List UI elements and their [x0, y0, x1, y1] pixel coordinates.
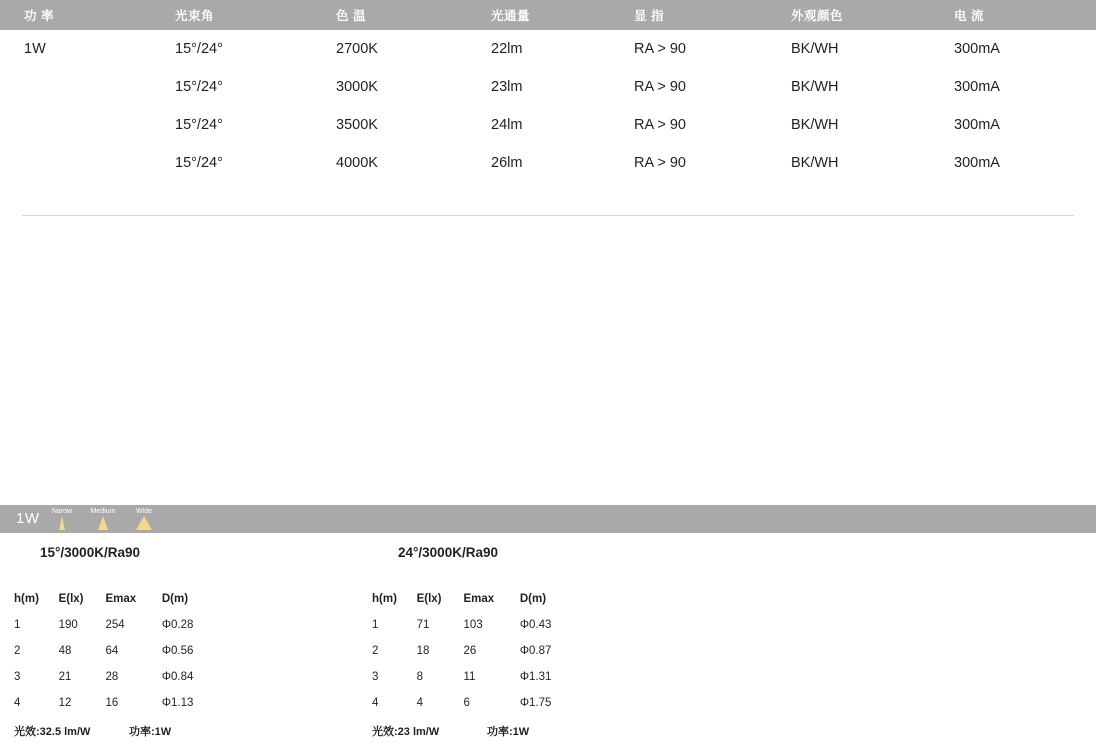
cell-height: 3: [14, 671, 21, 683]
cell-emax: 26: [463, 645, 477, 657]
photometric-table-body: [372, 619, 602, 723]
photometric-table-body: [14, 619, 244, 723]
cell-emax: 103: [463, 619, 483, 631]
column-header-power: 功 率: [24, 9, 54, 23]
photometric-footer: [372, 723, 622, 739]
column-header-diameter: D(m): [161, 593, 189, 605]
cell-height: 4: [372, 697, 379, 709]
cell-e: 21: [58, 671, 72, 683]
photometric-footer: [14, 723, 264, 739]
cell-e: 18: [416, 645, 430, 657]
cell-diameter: Φ1.31: [519, 671, 552, 683]
beam-legend-label: Medium: [90, 508, 116, 515]
photometric-table-header: [372, 593, 602, 619]
cell-e: 8: [416, 671, 423, 683]
beam-legend-label: Wide: [136, 508, 152, 515]
cell-flux: 22lm: [491, 41, 523, 57]
table-header-row: [0, 0, 1096, 30]
column-header-e: E(lx): [416, 593, 442, 605]
cell-height: 2: [14, 645, 21, 657]
column-header-beam-angle: 光束角: [175, 9, 215, 23]
narrow-beam-icon: [54, 516, 70, 530]
cell-beam: 15°/24°: [175, 79, 223, 95]
cell-color: BK/WH: [791, 41, 839, 57]
beam-legend-item-medium: [89, 508, 117, 530]
cell-current: 300mA: [954, 79, 1000, 95]
cell-diameter: Φ1.75: [519, 697, 552, 709]
cell-height: 4: [14, 697, 21, 709]
photometric-header-bar: [0, 505, 1096, 533]
column-header-luminous-flux: 光通量: [491, 9, 531, 23]
cell-e: 71: [416, 619, 430, 631]
photometric-table: [14, 593, 244, 723]
table-row: [0, 68, 1096, 106]
column-header-current: 电 流: [954, 9, 984, 23]
cell-current: 300mA: [954, 155, 1000, 171]
spec-table-header: [0, 0, 1096, 30]
power-label: 功率:1W: [129, 726, 172, 738]
cell-diameter: Φ1.13: [161, 697, 194, 709]
photometric-table: [372, 593, 602, 723]
cell-color: BK/WH: [791, 117, 839, 133]
table-row: [372, 697, 602, 723]
table-row: [14, 697, 244, 723]
cell-color: BK/WH: [791, 155, 839, 171]
cell-cri: RA > 90: [634, 79, 686, 95]
column-header-finish-color: 外观颜色: [791, 9, 844, 23]
cell-current: 300mA: [954, 117, 1000, 133]
table-row: [0, 106, 1096, 144]
cell-emax: 6: [463, 697, 470, 709]
photometric-power-label: 1W: [16, 510, 40, 527]
cell-beam: 15°/24°: [175, 117, 223, 133]
cell-power: [0, 144, 149, 182]
column-header-emax: Emax: [105, 593, 137, 605]
cell-emax: 64: [105, 645, 119, 657]
cell-e: 48: [58, 645, 72, 657]
beam-legend-label: Narow: [51, 508, 73, 515]
cell-height: 1: [14, 619, 21, 631]
section-divider: [22, 215, 1074, 216]
cell-flux: 23lm: [491, 79, 523, 95]
specification-table: [0, 0, 1096, 182]
cell-flux: 24lm: [491, 117, 523, 133]
cell-cct: 4000K: [336, 155, 378, 171]
cell-diameter: Φ0.87: [519, 645, 552, 657]
cell-height: 1: [372, 619, 379, 631]
medium-beam-icon: [95, 516, 111, 530]
photometric-title: 15°/3000K/Ra90: [40, 545, 140, 560]
cell-emax: 254: [105, 619, 125, 631]
cell-color: BK/WH: [791, 79, 839, 95]
cell-e: 190: [58, 619, 78, 631]
table-row: [0, 30, 1096, 68]
cell-height: 2: [372, 645, 379, 657]
column-header-cri: 显 指: [634, 9, 664, 23]
cell-cri: RA > 90: [634, 117, 686, 133]
photometric-table-header: [14, 593, 244, 619]
cell-cri: RA > 90: [634, 41, 686, 57]
cell-cct: 3500K: [336, 117, 378, 133]
beam-legend-item-wide: [130, 508, 158, 530]
cell-cri: RA > 90: [634, 155, 686, 171]
cell-emax: 16: [105, 697, 119, 709]
cell-power: [0, 68, 149, 106]
cell-diameter: Φ0.43: [519, 619, 552, 631]
column-header-e: E(lx): [58, 593, 84, 605]
cell-emax: 28: [105, 671, 119, 683]
table-row: [14, 619, 244, 645]
efficacy-label: 光效:23 lm/W: [372, 726, 440, 738]
table-header-row: [372, 593, 602, 619]
cell-power: [0, 106, 149, 144]
cell-cct: 3000K: [336, 79, 378, 95]
cell-e: 4: [416, 697, 423, 709]
cell-cct: 2700K: [336, 41, 378, 57]
power-label: 功率:1W: [487, 726, 530, 738]
column-header-diameter: D(m): [519, 593, 547, 605]
column-header-height: h(m): [14, 593, 39, 605]
table-row: [372, 619, 602, 645]
cell-beam: 15°/24°: [175, 41, 223, 57]
cell-diameter: Φ0.28: [161, 619, 194, 631]
column-header-emax: Emax: [463, 593, 495, 605]
cell-flux: 26lm: [491, 155, 523, 171]
cell-current: 300mA: [954, 41, 1000, 57]
photometric-title: 24°/3000K/Ra90: [398, 545, 498, 560]
spec-table-body: [0, 30, 1096, 182]
cell-beam: 15°/24°: [175, 155, 223, 171]
beam-legend-item-narrow: [48, 508, 76, 530]
cell-diameter: Φ0.56: [161, 645, 194, 657]
cell-power: 1W: [24, 41, 46, 57]
beam-legend: [48, 508, 158, 530]
photometric-block-24deg: [358, 545, 728, 739]
column-header-height: h(m): [372, 593, 397, 605]
table-header-row: [14, 593, 244, 619]
table-row: [372, 645, 602, 671]
photometric-block-15deg: [0, 545, 370, 739]
table-row: [14, 671, 244, 697]
cell-height: 3: [372, 671, 379, 683]
cell-e: 12: [58, 697, 72, 709]
table-row: [372, 671, 602, 697]
wide-beam-icon: [136, 516, 152, 530]
column-header-cct: 色 温: [336, 9, 366, 23]
cell-diameter: Φ0.84: [161, 671, 194, 683]
cell-emax: 11: [463, 671, 476, 683]
table-row: [0, 144, 1096, 182]
table-row: [14, 645, 244, 671]
efficacy-label: 光效:32.5 lm/W: [14, 726, 91, 738]
